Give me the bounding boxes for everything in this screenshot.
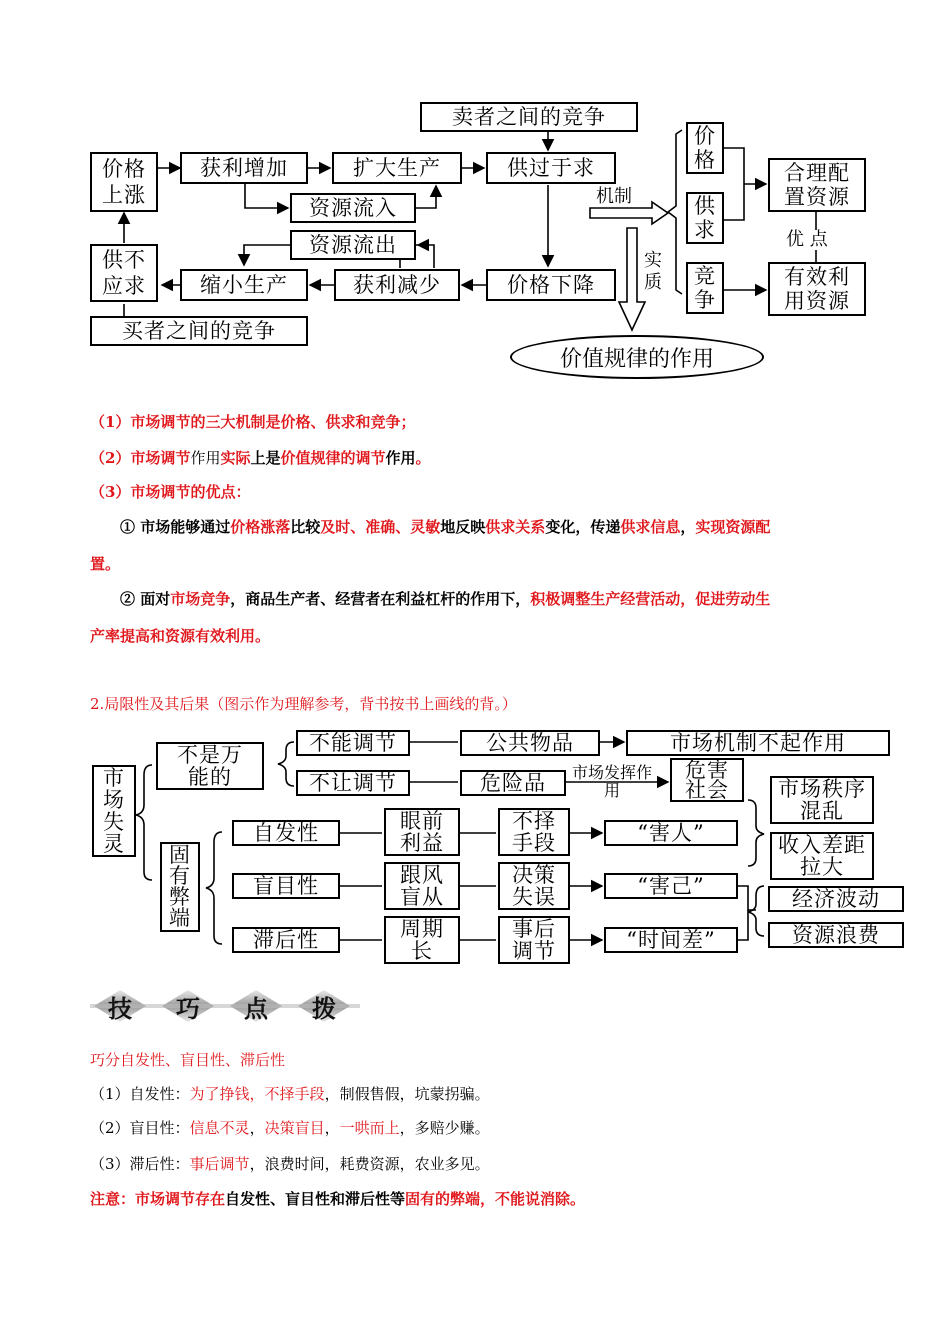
point-5-a: ② 面对 xyxy=(120,590,171,608)
tip-2-g: ，多赔少赚。 xyxy=(399,1119,490,1137)
tip-2-b: 信息不灵 xyxy=(189,1119,250,1137)
tips-note xyxy=(90,1189,585,1209)
decision-error-label: 决策失误 xyxy=(512,863,556,909)
time-gap-label: “时间差” xyxy=(626,928,716,952)
point-4-b: 价格涨落 xyxy=(230,518,291,536)
point-4-k: 置。 xyxy=(90,555,121,573)
tip-2-c: ， xyxy=(249,1119,265,1137)
resource-inflow-label: 资源流入 xyxy=(309,196,397,220)
immediate-interest-box xyxy=(384,808,460,856)
follow-trend-box xyxy=(384,862,460,910)
tip-2-e: ， xyxy=(324,1119,340,1137)
point-2-a: （2）市场调节 xyxy=(90,449,191,467)
shrink-production-label: 缩小生产 xyxy=(200,273,288,297)
unscrupulous-box xyxy=(498,808,570,856)
mechanism-label: 机制 xyxy=(596,186,632,207)
tips-title-text: 巧分自发性、盲目性、滞后性 xyxy=(90,1051,286,1069)
inherent-flaws-box xyxy=(160,842,200,932)
market-function-label: 市场发挥作用 xyxy=(571,763,652,800)
supply-exceeds-label: 供过于求 xyxy=(507,156,595,180)
spontaneity-box xyxy=(232,820,340,846)
point-4-c: 比较 xyxy=(290,518,321,536)
point-4-j: 实现资源配 xyxy=(695,518,771,536)
banner-char-4: 拨 xyxy=(312,994,336,1023)
note-a: 注意：市场调节存在 xyxy=(90,1190,226,1208)
tip-2-a: （2）盲目性： xyxy=(90,1119,190,1137)
point-5-c: ，商品生产者、经营者在利益杠杆的作用下， xyxy=(230,590,531,608)
point-2-c: 实际 xyxy=(220,449,251,467)
point-2-b: 作用 xyxy=(190,449,221,467)
essence-label: 实质 xyxy=(644,250,662,293)
point-2-e: 价值规律的调节 xyxy=(280,449,386,467)
point-5-e: 产率提高和资源有效利用。 xyxy=(90,627,271,645)
harm-others-label: “害人” xyxy=(637,821,705,845)
tip-2-d: 决策盲目 xyxy=(264,1119,325,1137)
point-5-b: 市场竞争 xyxy=(170,590,231,608)
point-4-f: 供求关系 xyxy=(485,518,546,536)
tip-3-a: （3）滞后性： xyxy=(90,1155,190,1173)
resource-waste-label: 资源浪费 xyxy=(792,923,880,947)
cannot-regulate-box xyxy=(296,730,410,756)
profit-increase-label: 获利增加 xyxy=(200,156,288,180)
time-gap-box xyxy=(604,927,738,953)
expand-production-label: 扩大生产 xyxy=(353,156,441,180)
income-gap-box xyxy=(770,832,874,880)
resource-outflow-label: 资源流出 xyxy=(309,233,397,257)
harm-others-box xyxy=(604,820,738,846)
point-4-d: 及时、准确、灵敏 xyxy=(320,518,441,536)
harm-self-box xyxy=(604,873,738,899)
not-allowed-box xyxy=(296,770,410,796)
price-rise-label: 价格上涨 xyxy=(102,157,146,207)
price-fall-label: 价格下降 xyxy=(507,273,595,297)
tip-3-b: 事后调节 xyxy=(189,1155,250,1173)
point-4-a: ① 市场能够通过 xyxy=(120,518,231,536)
income-gap-label: 收入差距拉大 xyxy=(778,833,866,879)
after-adjust-label: 事后调节 xyxy=(512,917,556,963)
cannot-regulate-label: 不能调节 xyxy=(309,731,397,755)
tips-title xyxy=(90,1050,285,1070)
blindness-label: 盲目性 xyxy=(253,874,319,898)
not-omnipotent-label: 不是万能的 xyxy=(177,743,243,789)
profit-decrease-label: 获利减少 xyxy=(353,273,441,297)
point-1-text: （1）市场调节的三大机制是价格、供求和竞争； xyxy=(90,413,416,431)
tip-1 xyxy=(90,1084,490,1104)
seller-competition-label: 卖者之间的竞争 xyxy=(452,105,606,129)
tip-2-f: 一哄而上 xyxy=(339,1119,400,1137)
price-mech-label: 价格 xyxy=(694,124,716,172)
economic-fluctuation-box xyxy=(768,886,904,912)
point-3-text: （3）市场调节的优点： xyxy=(90,483,251,501)
tip-1-b: 为了挣钱，不择手段 xyxy=(189,1085,325,1103)
point-4-g: 变化，传递 xyxy=(545,518,621,536)
tip-1-c: ，制假售假，坑蒙拐骗。 xyxy=(324,1085,490,1103)
spontaneity-label: 自发性 xyxy=(253,821,319,845)
banner-char-3: 点 xyxy=(244,994,268,1023)
tip-3-c: ，浪费时间，耗费资源，农业多见。 xyxy=(249,1155,490,1173)
dangerous-goods-box xyxy=(460,770,566,796)
public-goods-box xyxy=(460,730,600,756)
market-failure-label: 市场失灵 xyxy=(103,766,125,856)
harm-society-box xyxy=(670,758,744,802)
blindness-box xyxy=(232,873,340,899)
harm-self-label: “害己” xyxy=(637,874,705,898)
market-failure-box xyxy=(92,765,136,857)
efficient-use-label: 有效利用资源 xyxy=(784,265,850,313)
economic-fluctuation-label: 经济波动 xyxy=(792,887,880,911)
section-2-heading-text: 2.局限性及其后果（图示作为理解参考，背书按书上画线的背。） xyxy=(90,695,517,713)
tip-3 xyxy=(90,1154,490,1174)
rational-allocation-label: 合理配置资源 xyxy=(784,161,850,209)
lag-box xyxy=(232,927,340,953)
decision-error-box xyxy=(498,862,570,910)
immediate-interest-label: 眼前利益 xyxy=(400,809,444,855)
long-cycle-box xyxy=(384,916,460,964)
buyer-competition-label: 买者之间的竞争 xyxy=(122,319,276,343)
competition-label: 竞争 xyxy=(694,264,716,312)
public-goods-label: 公共物品 xyxy=(486,731,574,755)
note-b: 自发性、盲目性和滞后性等 xyxy=(225,1190,406,1208)
banner-char-2: 巧 xyxy=(176,994,200,1023)
supply-demand-label: 供求 xyxy=(694,194,716,242)
long-cycle-label: 周期长 xyxy=(400,917,444,963)
follow-trend-label: 跟风盲从 xyxy=(400,863,444,909)
resource-waste-box xyxy=(768,922,904,948)
point-2-f: 作用 xyxy=(385,449,416,467)
advantage-label: 优 点 xyxy=(786,229,828,250)
point-2-d: 上是 xyxy=(250,449,281,467)
note-d: ，不能说消除。 xyxy=(480,1190,586,1208)
tips-banner xyxy=(90,988,365,1024)
not-allowed-label: 不让调节 xyxy=(309,771,397,795)
order-chaos-box xyxy=(770,776,874,824)
point-2-g: 。 xyxy=(415,449,431,467)
unscrupulous-label: 不择手段 xyxy=(512,809,556,855)
point-4-h: 供求信息 xyxy=(620,518,681,536)
point-4-i: ， xyxy=(680,518,696,536)
dangerous-goods-label: 危险品 xyxy=(480,771,546,795)
point-4-e: 地反映 xyxy=(440,518,486,536)
inherent-flaws-label: 固有弊端 xyxy=(169,843,191,930)
law-of-value-label: 价值规律的作用 xyxy=(559,346,714,372)
order-chaos-label: 市场秩序混乱 xyxy=(778,777,866,823)
harm-society-label: 危害社会 xyxy=(685,758,729,802)
banner-char-1: 技 xyxy=(108,994,132,1023)
mechanism-fails-box xyxy=(626,730,890,756)
not-omnipotent-box xyxy=(156,742,264,790)
point-5-d: 积极调整生产经营活动，促进劳动生 xyxy=(530,590,771,608)
mechanism-fails-label: 市场机制不起作用 xyxy=(670,731,846,755)
tip-2 xyxy=(90,1118,490,1138)
supply-short-label: 供不应求 xyxy=(102,248,146,298)
after-adjust-box xyxy=(498,916,570,964)
note-c: 固有的弊端 xyxy=(405,1190,481,1208)
lag-label: 滞后性 xyxy=(253,928,319,952)
tip-1-a: （1）自发性： xyxy=(90,1085,190,1103)
